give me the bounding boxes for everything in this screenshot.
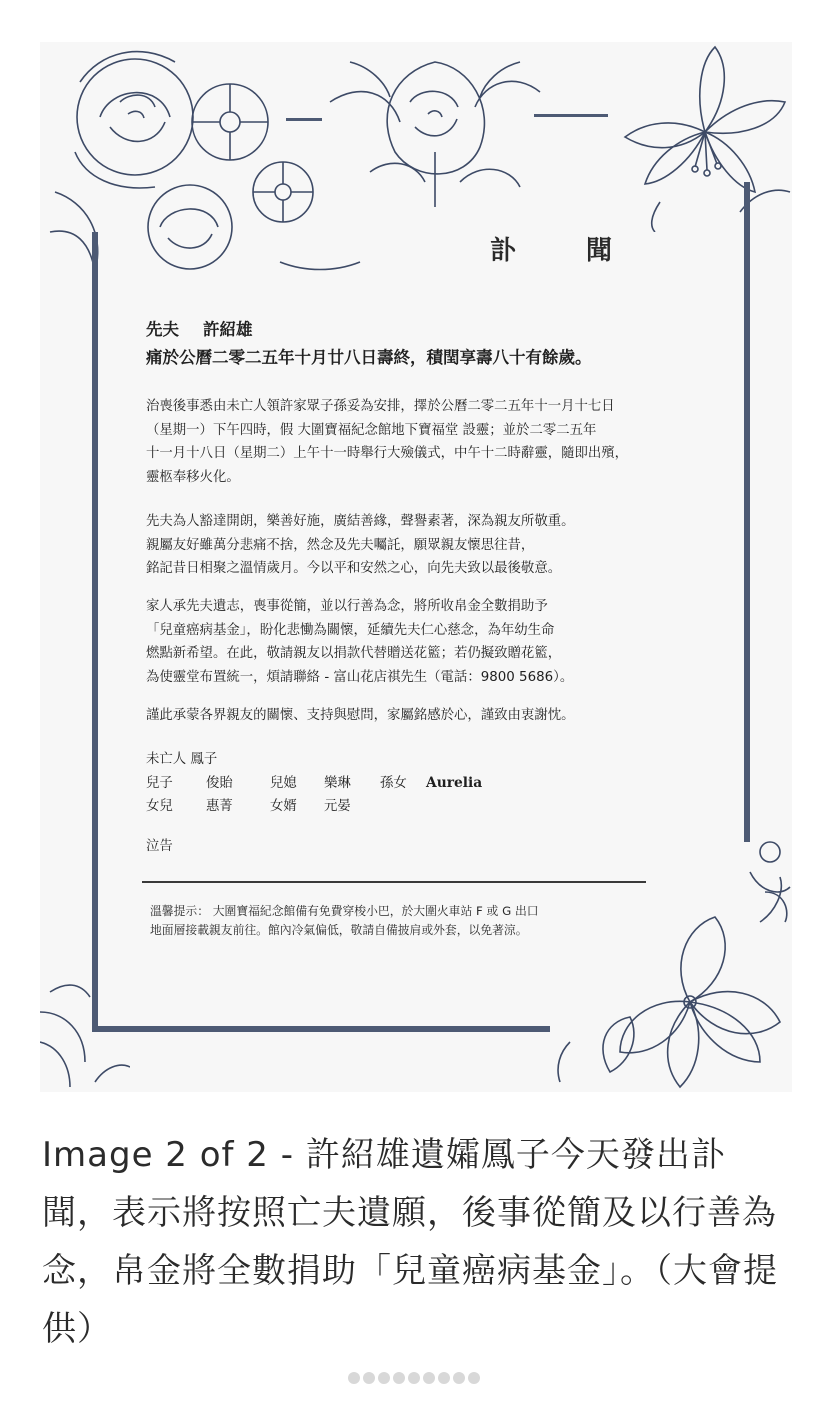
text-line: 家人承先夫遺志，喪事從簡，並以行善為念，將所收帛金全數捐助予 [146, 599, 548, 614]
family-member-name: 樂琳 [324, 775, 351, 791]
carousel-dot[interactable] [393, 1372, 405, 1384]
thanks-paragraph: 謹此承蒙各界親友的關懷、支持與慰問，家屬銘感於心，謹致由衷謝忱。 [146, 708, 575, 723]
relation-label: 兒子 [146, 775, 173, 791]
text-line: 銘記昔日相聚之溫情歲月。今以平和安然之心，向先夫致以最後敬意。 [146, 561, 562, 576]
obituary-image[interactable] [40, 42, 792, 1092]
deceased-heading [146, 316, 277, 340]
carousel-dot[interactable] [423, 1372, 435, 1384]
family-member-name: 元晏 [324, 799, 351, 814]
family-member-name: 惠菁 [206, 799, 233, 814]
family-member-name: Aurelia [426, 774, 483, 791]
relation-label: 女兒 [146, 799, 173, 814]
carousel-dot[interactable] [453, 1372, 465, 1384]
widow-line: 未亡人 鳳子 [146, 752, 218, 767]
notice-title: 訃 聞 [490, 236, 635, 266]
relation-label: 孫女 [380, 775, 407, 791]
family-row [146, 795, 482, 819]
text-line: 「兒童癌病基金」，盼化悲慟為關懷，延續先夫仁心慈念，為年幼生命 [146, 622, 555, 638]
text-line: 燃點新希望。在此，敬請親友以捐款代替贈送花籃；若仍擬致贈花籃， [146, 646, 562, 661]
carousel-dot[interactable] [378, 1372, 390, 1384]
funeral-arrangements [146, 395, 716, 489]
carousel-dot[interactable] [408, 1372, 420, 1384]
text-line: 地面層接載親友前往。館內冷氣偏低，敬請自備披肩或外套，以免著涼。 [150, 923, 528, 937]
text-line: 治喪後事悉由未亡人領許家眾子孫妥為安排，擇於公曆二零二五年十一月十七日 [146, 399, 615, 414]
tribute-paragraph [146, 510, 716, 581]
deceased-name: 許紹雄 [203, 320, 253, 339]
text-line: 十一月十八日（星期二）上午十一時舉行大殮儀式，中午十二時辭靈，隨即出殯， [146, 446, 629, 461]
reminder-note [150, 902, 539, 940]
text-line: 靈柩奉移火化。 [146, 469, 240, 485]
death-announcement: 痛於公曆二零二五年十月廿八日壽終，積閏享壽八十有餘歲。 [146, 348, 592, 367]
carousel-dot[interactable] [363, 1372, 375, 1384]
text-line: 溫馨提示： 大圍寶福紀念館備有免費穿梭小巴，於大圍火車站 F 或 G 出口 [150, 904, 539, 918]
obituary-notice [40, 42, 792, 1092]
text-line: 先夫為人豁達開朗，樂善好施，廣結善緣，聲譽素著，深為親友所敬重。 [146, 514, 575, 529]
relation-label: 兒媳 [270, 775, 297, 791]
family-list [146, 748, 482, 819]
text-line: 親屬友好雖萬分悲痛不捨，然念及先夫囑託，願眾親友懷思往昔， [146, 537, 535, 553]
image-caption: Image 2 of 2 - 許紹雄遺孀鳳子今天發出訃聞，表示將按照亡夫遺願，後事從簡及以行善為念，帛金將全數捐助「兒童癌病基金」。（大會提供） [42, 1135, 778, 1349]
deceased-prefix: 先夫 [146, 320, 179, 339]
relation-label: 女婿 [270, 799, 297, 814]
family-row [146, 772, 482, 796]
family-member-name: 俊貽 [206, 775, 233, 791]
sign-off: 泣告 [146, 839, 173, 854]
text-line: （星期一）下午四時，假 大圍寶福紀念館地下寶福堂 設靈；並於二零二五年 [146, 422, 597, 438]
carousel-dot[interactable] [348, 1372, 360, 1384]
donation-paragraph [146, 595, 716, 689]
text-line: 為使靈堂布置統一，煩請聯絡 - 富山花店祺先生（電話：9800 5686）。 [146, 669, 574, 685]
carousel-dot[interactable] [438, 1372, 450, 1384]
carousel-dot[interactable] [468, 1372, 480, 1384]
divider [142, 881, 646, 883]
